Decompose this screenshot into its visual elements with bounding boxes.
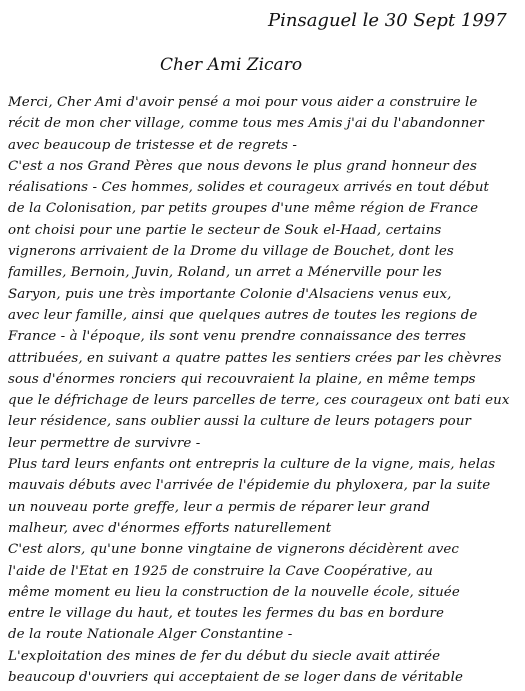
letter-salutation: Cher Ami Zicaro <box>160 55 303 75</box>
letter-line: France - à l'époque, ils sont venu prendre connaissance des terres <box>8 329 466 345</box>
letter-line: mauvais débuts avec l'arrivée de l'épidemie du phyloxera, par la suite <box>8 478 491 494</box>
letter-line: beaucoup d'ouvriers qui acceptaient de se loger dans de véritable <box>8 670 463 686</box>
letter-line: malheur, avec d'énormes efforts naturellement <box>8 520 332 536</box>
letter-line: vignerons arrivaient de la Drome du village de Bouchet, dont les <box>8 244 454 260</box>
letter-line: avec beaucoup de tristesse et de regrets - <box>8 137 298 153</box>
letter-body <box>8 92 520 688</box>
letter-line: familles, Bernoin, Juvin, Roland, un arret a Ménerville pour les <box>8 265 442 281</box>
letter-line: que le défrichage de leurs parcelles de terre, ces courageux ont bati eux <box>8 393 510 409</box>
letter-line: ont choisi pour une partie le secteur de Souk el-Haad, certains <box>8 222 442 238</box>
letter-line: même moment eu lieu la construction de la nouvelle école, située <box>8 584 460 600</box>
letter-line: réalisations - Ces hommes, solides et courageux arrivés en tout début <box>8 180 490 196</box>
letter-line: L'exploitation des mines de fer du début du siecle avait attirée <box>8 648 441 664</box>
letter-date: Pinsaguel le 30 Sept 1997 <box>268 10 507 31</box>
letter-line: Merci, Cher Ami d'avoir pensé a moi pour vous aider a construire le <box>8 95 478 110</box>
letter-line: C'est alors, qu'une bonne vingtaine de vignerons décidèrent avec <box>8 542 460 558</box>
letter-line: Saryon, puis une très importante Colonie d'Alsaciens venus eux, <box>8 286 452 302</box>
letter-line: avec leur famille, ainsi que quelques autres de toutes les regions de <box>8 307 478 323</box>
letter-line: récit de mon cher village, comme tous mes Amis j'ai du l'abandonner <box>8 116 484 132</box>
letter-line: de la Colonisation, par petits groupes d'une même région de France <box>8 201 479 217</box>
letter-line: de la route Nationale Alger Constantine - <box>8 627 293 643</box>
letter-line: l'aide de l'Etat en 1925 de construire la Cave Coopérative, au <box>8 563 433 579</box>
letter-line: un nouveau porte greffe, leur a permis de réparer leur grand <box>8 499 431 515</box>
letter-line: C'est a nos Grand Pères que nous devons le plus grand honneur des <box>8 158 477 174</box>
letter-line: entre le village du haut, et toutes les fermes du bas en bordure <box>8 606 445 622</box>
letter-line: Plus tard leurs enfants ont entrepris la culture de la vigne, mais, helas <box>8 457 496 473</box>
letter-line: attribuées, en suivant a quatre pattes les sentiers crées par les chèvres <box>8 350 502 366</box>
letter-line: leur permettre de survivre - <box>8 435 201 451</box>
letter-line: leur résidence, sans oublier aussi la culture de leurs potagers pour <box>8 414 472 430</box>
letter-line: sous d'énormes ronciers qui recouvraient la plaine, en même temps <box>8 371 476 387</box>
